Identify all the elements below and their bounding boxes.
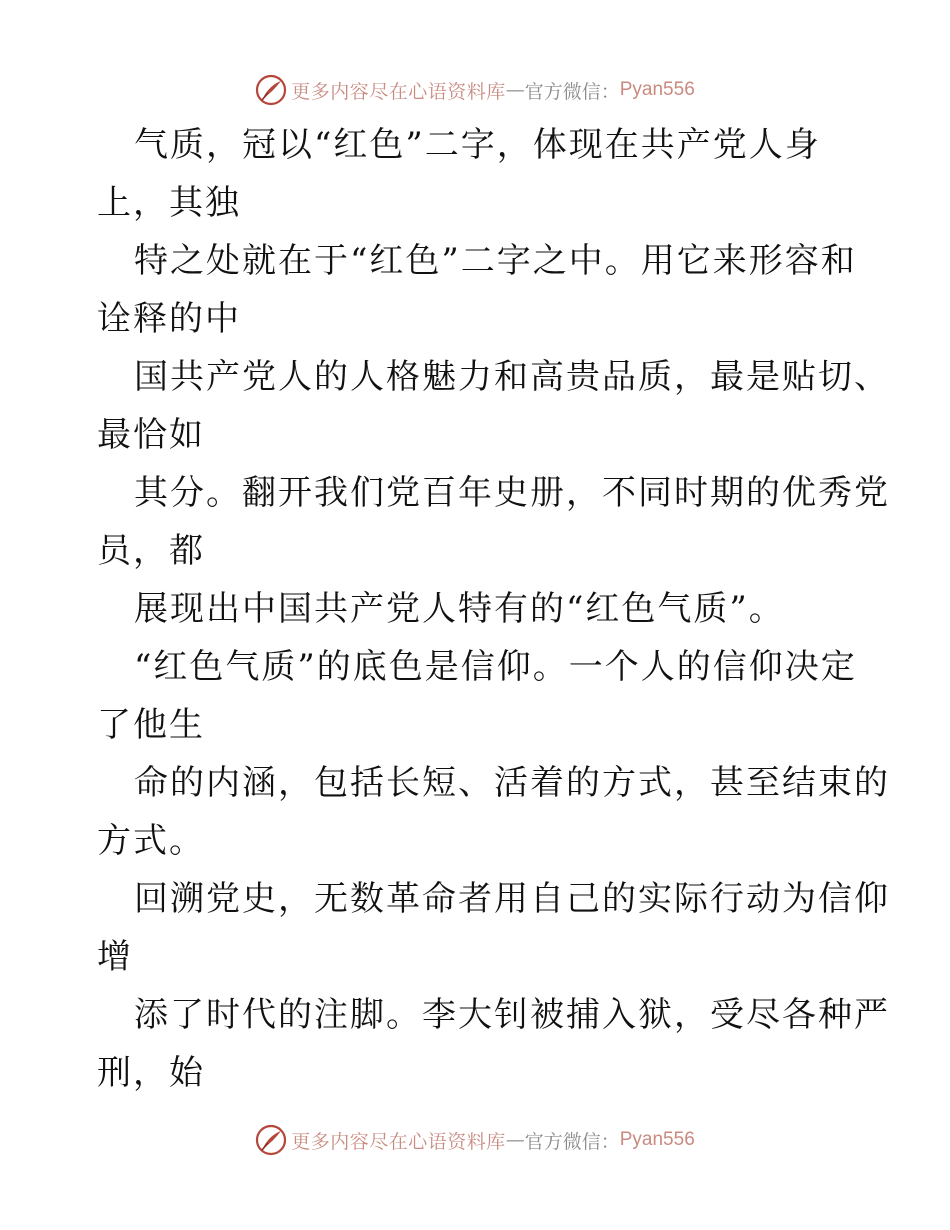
text-line: 增	[97, 937, 133, 977]
watermark-main-text: 更多内容尽在心语资料库	[291, 1130, 506, 1153]
text-line: 最恰如	[97, 415, 205, 455]
feather-quill-icon	[255, 1124, 287, 1156]
watermark-separator: —	[505, 79, 525, 101]
text-line: 了他生	[97, 705, 205, 745]
watermark-main-text: 更多内容尽在心语资料库	[291, 80, 506, 103]
watermark-wechat-id: Pyan556	[619, 79, 695, 100]
text-line: 刑，始	[97, 1053, 205, 1093]
text-line: 展现出中国共产党人特有的“红色气质”。	[134, 589, 785, 629]
watermark-separator: —	[505, 1129, 525, 1151]
watermark-banner-top	[0, 70, 950, 110]
text-line: 特之处就在于“红色”二字之中。用它来形容和	[134, 241, 857, 281]
text-line: 员，都	[97, 531, 205, 571]
text-line: 诠释的中	[97, 299, 241, 339]
text-line: 命的内涵，包括长短、活着的方式，甚至结束的	[134, 763, 890, 803]
watermark-wechat-id: Pyan556	[619, 1129, 695, 1150]
text-line: 添了时代的注脚。李大钊被捕入狱，受尽各种严	[134, 995, 890, 1035]
text-line: 上，其独	[97, 183, 241, 223]
feather-quill-icon	[255, 74, 287, 106]
text-line: 气质，冠以“红色”二字，体现在共产党人身	[134, 125, 821, 165]
text-line: 其分。翻开我们党百年史册，不同时期的优秀党	[134, 473, 890, 513]
text-line: 方式。	[97, 821, 205, 861]
text-line: 回溯党史，无数革命者用自己的实际行动为信仰	[134, 879, 890, 919]
watermark-banner-bottom	[0, 1120, 950, 1160]
watermark-official-label: 官方微信：	[524, 80, 620, 103]
text-line: 国共产党人的人格魅力和高贵品质，最是贴切、	[134, 357, 890, 397]
text-line: “红色气质”的底色是信仰。一个人的信仰决定	[134, 647, 857, 687]
watermark-official-label: 官方微信：	[524, 1130, 620, 1153]
